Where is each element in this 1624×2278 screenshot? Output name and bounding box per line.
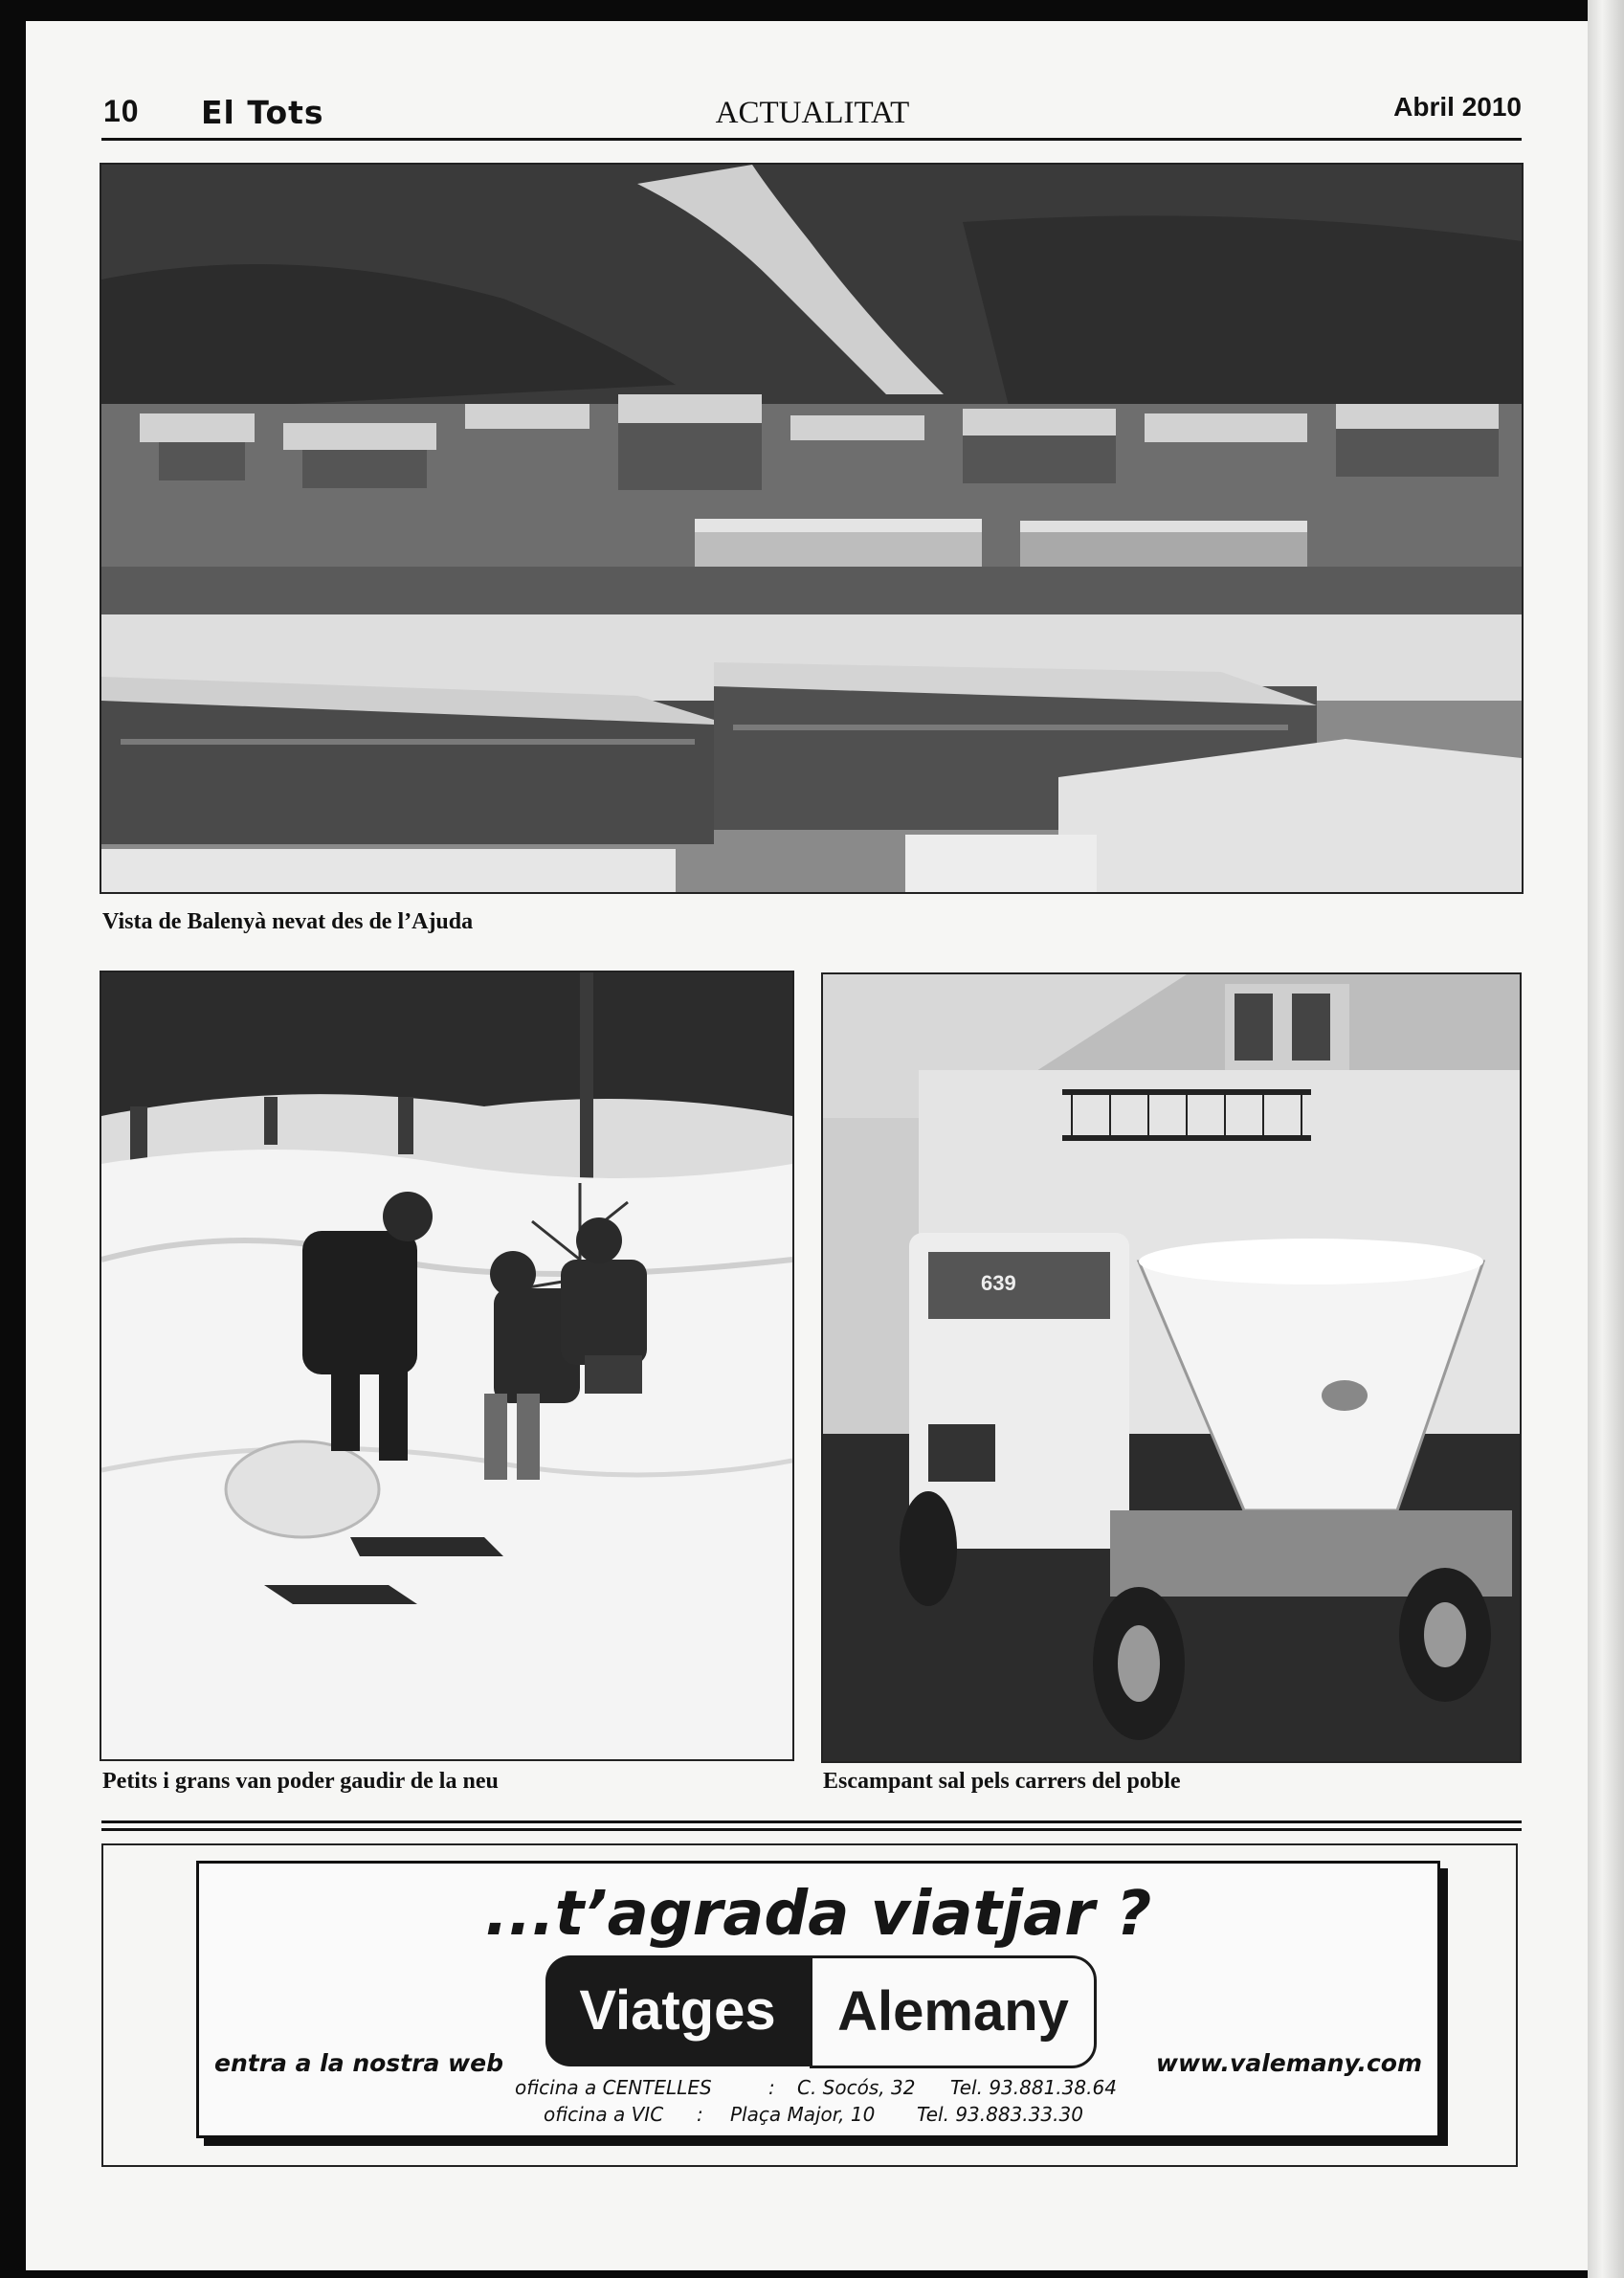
office-label: oficina a CENTELLES [515, 2076, 712, 2099]
page-edge [1588, 0, 1624, 2278]
photo-children-snow [100, 971, 794, 1761]
page-header [103, 92, 1522, 136]
agency-url[interactable]: www.valemany.com [1155, 2049, 1422, 2077]
office-label: oficina a VIC [544, 2103, 664, 2126]
office-centelles [515, 2076, 1414, 2101]
page-number: 10 [103, 94, 140, 128]
caption-children-snow: Petits i grans van poder gaudir de la neu [102, 1769, 499, 1794]
office-separator: : [697, 2103, 703, 2126]
caption-village-panorama: Vista de Balenyà nevat des de l’Ajuda [102, 909, 474, 934]
caption-salt-spreader: Escampant sal pels carrers del poble [823, 1769, 1181, 1794]
travel-agency-ad [196, 1861, 1440, 2138]
header-rule [101, 138, 1522, 141]
ad-rule-top [101, 1820, 1522, 1823]
web-prompt: entra a la nostra web [214, 2049, 503, 2077]
publication-name: El Tots [201, 94, 324, 131]
office-vic [544, 2103, 1405, 2128]
ad-rule-bottom [101, 1828, 1522, 1831]
photo-salt-spreader [821, 972, 1522, 1763]
office-address: C. Socós, 32 [797, 2076, 916, 2099]
office-address: Plaça Major, 10 [730, 2103, 876, 2126]
issue-date: Abril 2010 [1393, 92, 1522, 122]
photo-village-panorama [100, 163, 1524, 894]
vehicle-number: 639 [981, 1271, 1016, 1295]
ad-headline: ...t’agrada viatjar ? [484, 1879, 1152, 1950]
logo-alemany: Alemany [810, 1955, 1097, 2068]
agency-logo [545, 1955, 1097, 2068]
office-phone: Tel. 93.881.38.64 [950, 2076, 1117, 2099]
office-separator: : [768, 2076, 775, 2099]
logo-viatges: Viatges [545, 1955, 810, 2066]
section-title: ACTUALITAT [715, 96, 910, 130]
office-phone: Tel. 93.883.33.30 [917, 2103, 1083, 2126]
